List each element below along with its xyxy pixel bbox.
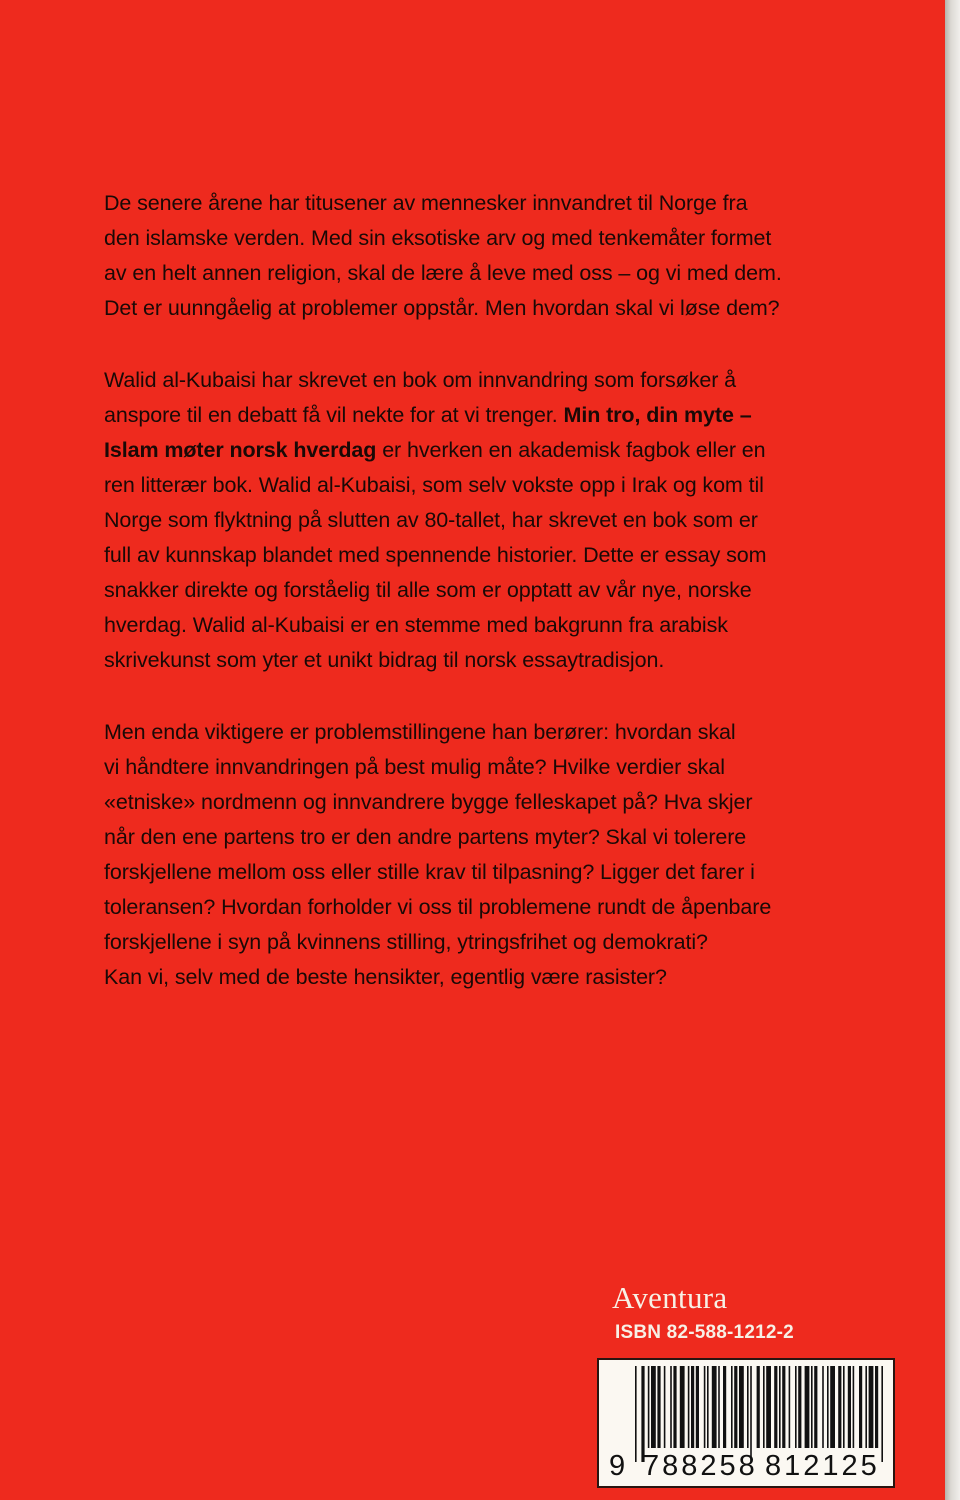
- barcode-bar: [691, 1366, 694, 1448]
- barcode-digit-lead: 9: [609, 1450, 626, 1482]
- text-line: den islamske verden. Med sin eksotiske arv og med tenkemåter formet: [104, 226, 772, 250]
- barcode-bar: [688, 1366, 690, 1448]
- barcode-digits-right: 812125: [765, 1450, 880, 1482]
- book-title-part-2: Islam møter norsk hverdag: [104, 438, 377, 462]
- barcode-bar: [779, 1366, 781, 1448]
- barcode-bar: [853, 1366, 855, 1448]
- barcode-bar: [827, 1366, 829, 1448]
- text-line: Kan vi, selv med de beste hensikter, egentlig være rasister?: [104, 965, 667, 989]
- text-line: Det er uunngåelig at problemer oppstår. Men hvordan skal vi løse dem?: [104, 296, 780, 320]
- barcode-bar: [718, 1366, 720, 1448]
- barcode-bar: [869, 1366, 874, 1448]
- text-segment: er hverken en akademisk fagbok eller en: [376, 438, 766, 462]
- blurb-text: [104, 186, 904, 1032]
- barcode-bar: [657, 1366, 660, 1448]
- barcode-bar: [811, 1366, 813, 1448]
- text-line: vi håndtere innvandringen på best mulig måte? Hvilke verdier skal: [104, 755, 725, 779]
- barcode-bar: [763, 1366, 765, 1448]
- text-line: «etniske» nordmenn og innvandrere bygge felleskapet på? Hva skjer: [104, 790, 753, 814]
- barcode-bar: [680, 1366, 685, 1448]
- isbn-label: ISBN 82-588-1212-2: [615, 1322, 794, 1343]
- barcode-bar: [766, 1366, 771, 1448]
- barcode-bar: [789, 1366, 791, 1448]
- barcode-digits: [599, 1446, 893, 1486]
- barcode-bar: [830, 1366, 835, 1448]
- barcode-bar: [814, 1366, 817, 1448]
- barcode-bar: [774, 1366, 777, 1448]
- publisher-name: Aventura: [612, 1280, 728, 1315]
- barcode-bar: [707, 1366, 709, 1448]
- text-line: [104, 398, 904, 433]
- barcode-bar: [731, 1366, 733, 1448]
- barcode-bar: [696, 1366, 699, 1448]
- barcode-bar: [805, 1366, 810, 1448]
- barcode-bar: [865, 1366, 867, 1448]
- text-line: ren litterær bok. Walid al-Kubaisi, som selv vokste opp i Irak og kom til: [104, 473, 764, 497]
- barcode-bar: [712, 1366, 717, 1448]
- barcode: [597, 1358, 895, 1488]
- text-line: Norge som flyktning på slutten av 80-tallet, har skrevet en bok som er: [104, 508, 758, 532]
- barcode-bar: [673, 1366, 676, 1448]
- paragraph-1: [104, 186, 904, 326]
- text-line: forskjellene i syn på kvinnens stilling, ytringsfrihet og demokrati?: [104, 930, 708, 954]
- barcode-bar: [848, 1366, 851, 1448]
- text-line: toleransen? Hvordan forholder vi oss til problemene rundt de åpenbare: [104, 895, 772, 919]
- barcode-bar: [747, 1366, 749, 1448]
- barcode-bar: [734, 1366, 737, 1448]
- text-line: forskjellene mellom oss eller stille krav til tilpasning? Ligger det farer i: [104, 860, 755, 884]
- barcode-bar: [838, 1366, 841, 1448]
- text-line: av en helt annen religion, skal de lære å leve med oss – og vi med dem.: [104, 261, 782, 285]
- barcode-bar: [739, 1366, 744, 1448]
- text-segment: anspore til en debatt få vil nekte for at vi trenger.: [104, 403, 564, 427]
- text-line: full av kunnskap blandet med spennende historier. Dette er essay som: [104, 543, 767, 567]
- spine-edge: [945, 0, 960, 1500]
- barcode-bar: [822, 1366, 824, 1448]
- barcode-bar: [670, 1366, 672, 1448]
- barcode-bar: [859, 1366, 862, 1448]
- paragraph-2: [104, 363, 904, 678]
- barcode-bar: [648, 1366, 650, 1448]
- text-line: De senere årene har titusener av mennesker innvandret til Norge fra: [104, 191, 748, 215]
- text-line: Walid al-Kubaisi har skrevet en bok om innvandring som forsøker å: [104, 368, 737, 392]
- text-line: skrivekunst som yter et unikt bidrag til norsk essaytradisjon.: [104, 648, 665, 672]
- barcode-bar: [843, 1366, 845, 1448]
- text-line: [104, 433, 904, 468]
- barcode-bar: [704, 1366, 706, 1448]
- text-line: når den ene partens tro er den andre partens myter? Skal vi tolerere: [104, 825, 747, 849]
- barcode-bar: [795, 1366, 797, 1448]
- book-title-part-1: Min tro, din myte –: [563, 403, 752, 427]
- barcode-bar: [798, 1366, 801, 1448]
- text-line: Men enda viktigere er problemstillingene han berører: hvordan skal: [104, 720, 736, 744]
- text-line: snakker direkte og forståelig til alle som er opptatt av vår nye, norske: [104, 578, 752, 602]
- barcode-digits-left: 788258: [643, 1450, 758, 1482]
- barcode-bar: [723, 1366, 726, 1448]
- barcode-bar: [782, 1366, 785, 1448]
- barcode-bar: [664, 1366, 666, 1448]
- barcode-bar: [757, 1366, 760, 1448]
- barcode-bar: [651, 1366, 656, 1448]
- barcode-bar: [875, 1366, 878, 1448]
- text-line: hverdag. Walid al-Kubaisi er en stemme med bakgrunn fra arabisk: [104, 613, 728, 637]
- paragraph-3: [104, 715, 904, 995]
